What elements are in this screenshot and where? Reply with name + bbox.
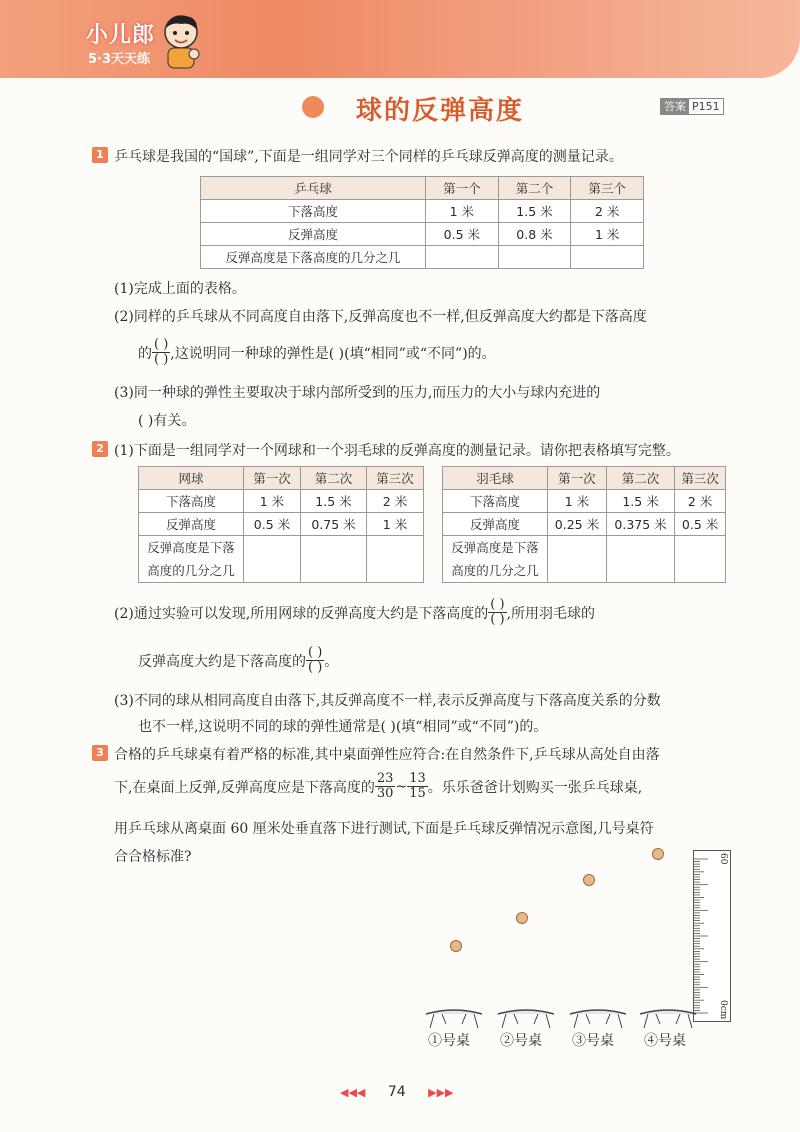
table-header: 羽毛球 [443, 467, 548, 490]
logo-main: 小儿郎 [86, 23, 156, 48]
answer-cell[interactable] [548, 536, 607, 583]
table-cell: 2 米 [367, 490, 424, 513]
table-header: 第二次 [300, 467, 366, 490]
logo-sub: 5·3天天练 [88, 52, 151, 67]
q2-intro: (1)下面是一组同学对一个网球和一个羽毛球的反弹高度的测量记录。请你把表格填写完整。 [114, 443, 680, 459]
table-cell: 1 米 [548, 490, 607, 513]
table-header: 乒乓球 [201, 177, 426, 200]
fraction-blank[interactable]: $\frac{( )}{( )}$ [490, 597, 505, 627]
answer-cell[interactable] [300, 536, 366, 583]
q1-part3-line1: (3)同一种球的弹性主要取决于球内部所受到的压力,而压力的大小与球内充进的 [114, 385, 601, 401]
q1-part2-post: ,这说明同一种球的弹性是( )(填“相同”或“不同”)的。 [170, 345, 496, 362]
table-cell: 0.8 米 [498, 223, 571, 246]
q3-line2: 下,在桌面上反弹,反弹高度应是下落高度的 $\frac{23}{30}$ ~ $\frac{13}{15}$ 。乐乐爸爸计划购买一张乒乓球桌, [114, 771, 643, 801]
table-cell: 2 米 [675, 490, 726, 513]
q2-part3-line1: (3)不同的球从相同高度自由落下,其反弹高度不一样,表示反弹高度与下落高度关系的分数 [114, 693, 661, 709]
answer-cell[interactable] [675, 536, 726, 583]
q2-table-tennis [138, 466, 424, 583]
answer-cell[interactable] [606, 536, 674, 583]
q3-line3: 用乒乓球从离桌面 60 厘米处垂直落下进行测试,下面是乒乓球反弹情况示意图,几号桌符 [114, 821, 654, 837]
table-cell: 下落高度 [443, 490, 548, 513]
question-number-3: 3 [92, 745, 108, 761]
answer-cell[interactable] [367, 536, 424, 583]
page-footer [340, 1084, 454, 1100]
table-header: 第三次 [367, 467, 424, 490]
answer-reference [660, 98, 724, 115]
left-arrows-icon: ◀◀◀ [340, 1086, 366, 1099]
q1-part1: (1)完成上面的表格。 [114, 281, 246, 297]
table-cell: 0.5 米 [244, 513, 301, 536]
mascot-icon [158, 12, 204, 70]
table-header: 第一次 [548, 467, 607, 490]
table-cell: 反弹高度 [139, 513, 244, 536]
q2-table-badminton [442, 466, 726, 583]
table-cell: 1 米 [244, 490, 301, 513]
table-cell: 反弹高度是下落高度的几分之几 [201, 246, 426, 269]
page-number: 74 [387, 1084, 406, 1100]
answer-page: P151 [692, 100, 720, 113]
table-cell: 0.5 米 [426, 223, 499, 246]
table-label-4: ④号桌 [644, 1033, 686, 1049]
bounce-ball-4 [652, 848, 664, 860]
question-number-2: 2 [92, 441, 108, 457]
table-cell: 反弹高度是下落 高度的几分之几 [139, 536, 244, 583]
table-cell: 1.5 米 [606, 490, 674, 513]
table-cell: 下落高度 [139, 490, 244, 513]
table-header: 第一次 [244, 467, 301, 490]
table-cell: 1.5 米 [498, 200, 571, 223]
table-label-2: ②号桌 [500, 1033, 542, 1049]
table-header: 网球 [139, 467, 244, 490]
page-title: 球的反弹高度 [356, 96, 525, 126]
ping-pong-table-icon [496, 1004, 556, 1030]
table-cell: 反弹高度是下落 高度的几分之几 [443, 536, 548, 583]
table-cell: 反弹高度 [201, 223, 426, 246]
fraction-23-30: $\frac{23}{30}$ [376, 771, 394, 801]
table-cell: 1 米 [426, 200, 499, 223]
fraction-blank[interactable]: $\frac{( )}{( )}$ [154, 337, 169, 367]
bounce-ball-2 [516, 912, 528, 924]
question-number-1: 1 [92, 147, 108, 163]
q3-line1: 合格的乒乓球桌有着严格的标准,其中桌面弹性应符合:在自然条件下,乒乓球从高处自由落 [114, 747, 660, 763]
answer-cell[interactable] [426, 246, 499, 269]
table-header: 第一个 [426, 177, 499, 200]
answer-cell[interactable] [571, 246, 644, 269]
table-cell: 反弹高度 [443, 513, 548, 536]
fraction-blank[interactable]: $\frac{( )}{( )}$ [308, 645, 323, 675]
table-header: 第二次 [606, 467, 674, 490]
bounce-ball-1 [450, 940, 462, 952]
fraction-13-15: $\frac{13}{15}$ [409, 771, 426, 801]
table-label-3: ③号桌 [572, 1033, 614, 1049]
right-arrows-icon: ▶▶▶ [428, 1086, 454, 1099]
q1-intro: 乒乓球是我国的“国球”,下面是一组同学对三个同样的乒乓球反弹高度的测量记录。 [114, 149, 623, 165]
ruler-bottom-label: 0cm [718, 999, 728, 1019]
q1-part3-line2: ( )有关。 [138, 413, 196, 429]
ruler [693, 850, 731, 1022]
q3-line4: 合合格标准? [114, 849, 192, 865]
ruler-top-label: 60 [718, 853, 728, 865]
q2-part2-line1: (2)通过实验可以发现,所用网球的反弹高度大约是下落高度的 $\frac{( )}{( )}$ ,所用羽毛球的 [114, 597, 596, 627]
q2-part3-line2: 也不一样,这说明不同的球的弹性通常是( )(填“相同”或“不同”)的。 [138, 719, 548, 735]
q1-part2-pre: 的 [138, 345, 152, 362]
answer-cell[interactable] [498, 246, 571, 269]
table-cell: 0.375 米 [606, 513, 674, 536]
ping-pong-table-icon [568, 1004, 628, 1030]
ping-pong-table-icon [638, 1004, 698, 1030]
table-header: 第三个 [571, 177, 644, 200]
table-cell: 下落高度 [201, 200, 426, 223]
q1-table [200, 176, 644, 269]
table-header: 第三次 [675, 467, 726, 490]
ruler-ticks [694, 851, 730, 1021]
ping-pong-table-icon [424, 1004, 484, 1030]
table-cell: 1 米 [571, 223, 644, 246]
q1-part2-line2 [138, 338, 496, 367]
table-cell: 0.25 米 [548, 513, 607, 536]
table-cell: 1 米 [367, 513, 424, 536]
q2-part2-line2: 反弹高度大约是下落高度的 $\frac{( )}{( )}$ 。 [138, 645, 339, 675]
table-label-1: ①号桌 [428, 1033, 470, 1049]
table-cell: 0.75 米 [300, 513, 366, 536]
table-cell: 2 米 [571, 200, 644, 223]
answer-label: 答案 [661, 99, 689, 114]
title-bullet-icon [302, 96, 324, 118]
answer-cell[interactable] [244, 536, 301, 583]
bounce-ball-3 [583, 874, 595, 886]
q1-part2-line1: (2)同样的乒乓球从不同高度自由落下,反弹高度也不一样,但反弹高度大约都是下落高度 [114, 309, 647, 325]
table-cell: 1.5 米 [300, 490, 366, 513]
table-header: 第二个 [498, 177, 571, 200]
table-cell: 0.5 米 [675, 513, 726, 536]
